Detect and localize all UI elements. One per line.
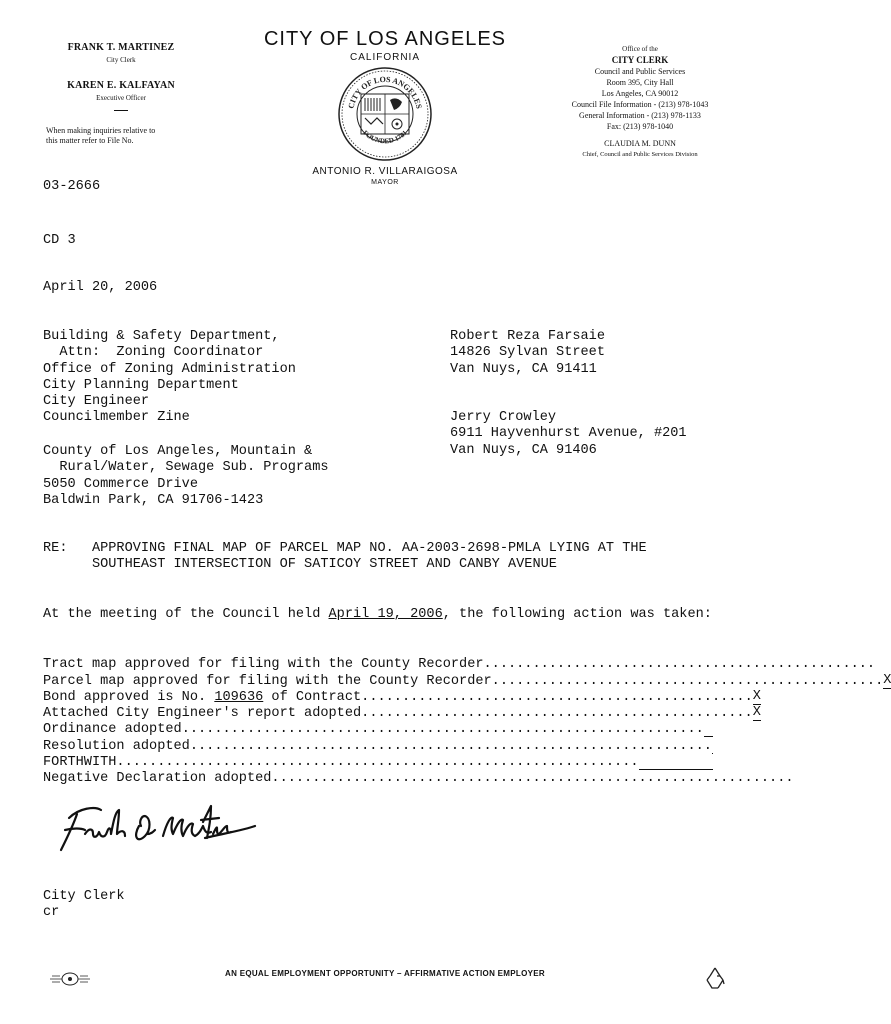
action-row	[43, 754, 723, 770]
chief-name: CLAUDIA M. DUNN	[604, 139, 676, 148]
city-title: CITY OF LOS ANGELES	[263, 28, 507, 50]
bond-label-prefix: Bond approved is No.	[43, 689, 215, 705]
letter-date: April 20, 2006	[43, 280, 158, 295]
seal-bottom-text: FOUNDED 1781	[361, 128, 409, 146]
action-value: X	[752, 688, 761, 704]
leader-dots: ................................................	[361, 706, 753, 722]
council-district: CD 3	[43, 233, 76, 248]
city-seal-icon	[337, 66, 433, 162]
action-value	[639, 755, 713, 770]
clerk-name: FRANK T. MARTINEZ	[67, 42, 175, 53]
mayor-block	[290, 166, 480, 188]
action-row	[43, 737, 723, 753]
state-name: CALIFORNIA	[349, 52, 420, 63]
fax: Fax: (213) 978-1040	[606, 122, 674, 131]
re-line: RE: APPROVING FINAL MAP OF PARCEL MAP NO. AA-2003-2698-PMLA LYING AT THE SOUTHEAST INTERSECTION OF SATICOY STREET AND CANBY AVENUE	[43, 541, 647, 573]
meeting-date: April 19, 2006	[328, 607, 443, 622]
office-of: Office of the	[622, 45, 658, 53]
general-info-phone: General Information - (213) 978-1133	[579, 111, 701, 120]
mayor-name: ANTONIO R. VILLARAIGOSA	[312, 166, 458, 177]
meeting-suffix: , the following action was taken:	[442, 607, 712, 622]
inquiries-note: When making inquiries relative to this matter refer to File No.	[46, 126, 156, 145]
file-info-phone: Council File Information - (213) 978-1043	[571, 100, 709, 109]
leader-dots: ................................................	[483, 657, 876, 673]
signature-image	[55, 800, 265, 858]
recipients-county: County of Los Angeles, Mountain & Rural/Water, Sewage Sub. Programs 5050 Commerce Drive Baldwin Park, CA 91706-1423	[43, 444, 329, 508]
action-label: FORTHWITH	[43, 755, 117, 771]
leader-dots: ................................................................	[181, 722, 704, 738]
action-label: Parcel map approved for filing with the County Recorder	[43, 673, 492, 689]
action-value	[704, 722, 713, 737]
action-row	[43, 721, 723, 737]
action-label: Tract map approved for filing with the County Recorder	[43, 657, 484, 673]
action-row	[43, 770, 794, 787]
seal-top-text: CITY OF LOS ANGELES	[346, 74, 424, 110]
footer-statement: AN EQUAL EMPLOYMENT OPPORTUNITY – AFFIRMATIVE ACTION EMPLOYER	[225, 969, 545, 978]
letterhead-right	[540, 44, 740, 160]
mayor-title: MAYOR	[371, 179, 399, 186]
division-name: Council and Public Services	[594, 67, 686, 76]
action-value: X	[752, 705, 761, 721]
leader-dots: ................................................................	[116, 755, 639, 771]
closing-title: City Clerk	[43, 889, 125, 904]
action-label: Attached City Engineer's report adopted	[43, 706, 362, 722]
actions-list	[43, 656, 891, 787]
room: Room 395, City Hall	[606, 78, 674, 87]
leader-dots: ................................................	[491, 673, 884, 689]
divider	[114, 110, 128, 111]
bond-number: 109636	[214, 689, 264, 705]
recycle-icon	[704, 966, 726, 990]
recipients-left: Building & Safety Department, Attn: Zoning Coordinator Office of Zoning Administration City Planning Department City Engineer Councilmember Zine	[43, 329, 296, 426]
action-row	[43, 672, 891, 689]
office-name: CITY CLERK	[611, 55, 669, 65]
closing-initials: cr	[43, 905, 60, 921]
action-row	[43, 688, 761, 705]
leader-dots: ................................................	[361, 689, 753, 705]
clerk-title: City Clerk	[106, 56, 136, 64]
action-value	[712, 739, 713, 754]
action-value: X	[883, 672, 891, 688]
bond-label-suffix: of Contract	[263, 689, 362, 705]
chief-title: Chief, Council and Public Services Division	[582, 151, 698, 158]
action-row	[43, 705, 761, 722]
officer-name: KAREN E. KALFAYAN	[67, 80, 175, 91]
leader-dots: ................................................................	[271, 771, 794, 787]
leader-dots: ................................................................	[189, 738, 712, 754]
letterhead-left	[46, 42, 196, 119]
city-zip: Los Angeles, CA 90012	[601, 89, 679, 98]
action-row	[43, 656, 876, 673]
recipient-right-1: Robert Reza Farsaie 14826 Sylvan Street Van Nuys, CA 91411	[450, 329, 605, 377]
meeting-prefix: At the meeting of the Council held	[43, 607, 329, 622]
action-label: Negative Declaration adopted	[43, 771, 272, 787]
action-label: Resolution adopted	[43, 738, 190, 754]
officer-title: Executive Officer	[96, 94, 146, 102]
file-number: 03-2666	[43, 179, 101, 194]
meeting-sentence	[43, 607, 733, 623]
closing-block	[43, 889, 125, 922]
action-label	[43, 690, 361, 705]
action-label: Ordinance adopted	[43, 722, 182, 738]
recipient-right-2: Jerry Crowley 6911 Hayvenhurst Avenue, #201 Van Nuys, CA 91406	[450, 410, 687, 458]
